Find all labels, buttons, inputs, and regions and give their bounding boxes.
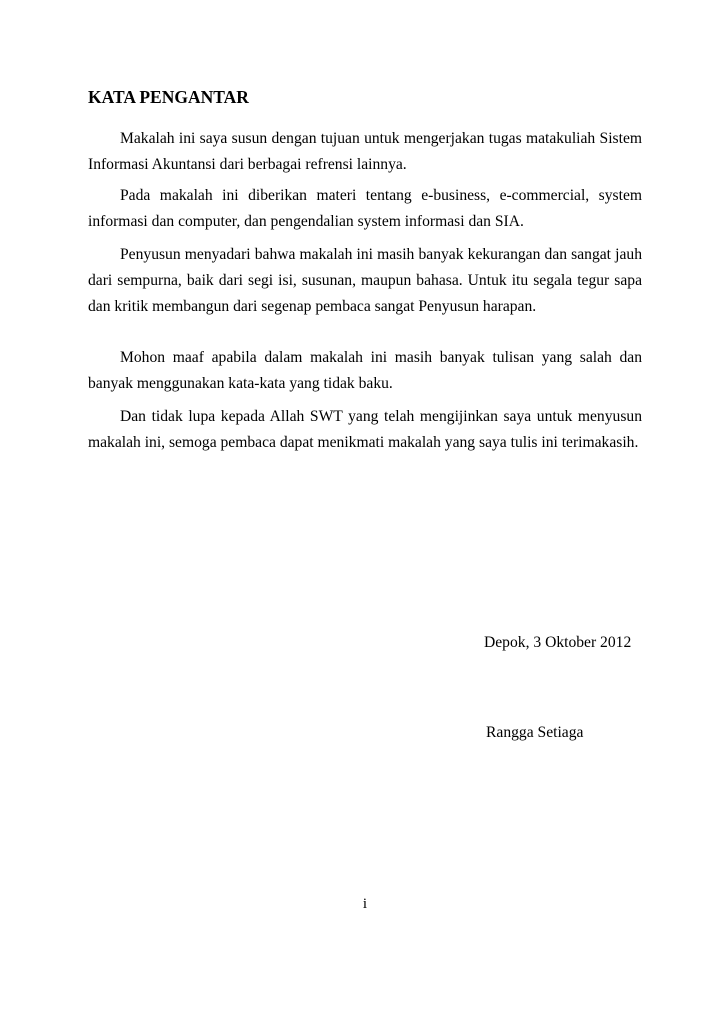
page-number: i [362,896,368,912]
signer-name: Rangga Setiaga [486,724,584,741]
paragraph: Penyusun menyadari bahwa makalah ini masih banyak kekurangan dan sangat jauh dari sempurna, baik dari segi isi, susunan, maupun bahasa. Untuk itu segala tegur sapa dan kritik membangun dari segenap pembaca sangat Penyusun harapan. [88,246,642,315]
paragraph: Makalah ini saya susun dengan tujuan untuk mengerjakan tugas matakuliah Sistem Informasi Akuntansi dari berbagai refrensi lainnya. [88,130,642,173]
paragraph: Dan tidak lupa kepada Allah SWT yang telah mengijinkan saya untuk menyusun makalah ini, semoga pembaca dapat menikmati makalah yang saya tulis ini terimakasih. [88,408,642,451]
place-date: Depok, 3 Oktober 2012 [484,634,632,651]
paragraph: Mohon maaf apabila dalam makalah ini masih banyak tulisan yang salah dan banyak menggunakan kata-kata yang tidak baku. [88,349,642,392]
paragraph: Pada makalah ini diberikan materi tentang e-business, e-commercial, system informasi dan computer, dan pengendalian system informasi dan SIA. [88,187,642,230]
page-title: KATA PENGANTAR [88,87,249,107]
